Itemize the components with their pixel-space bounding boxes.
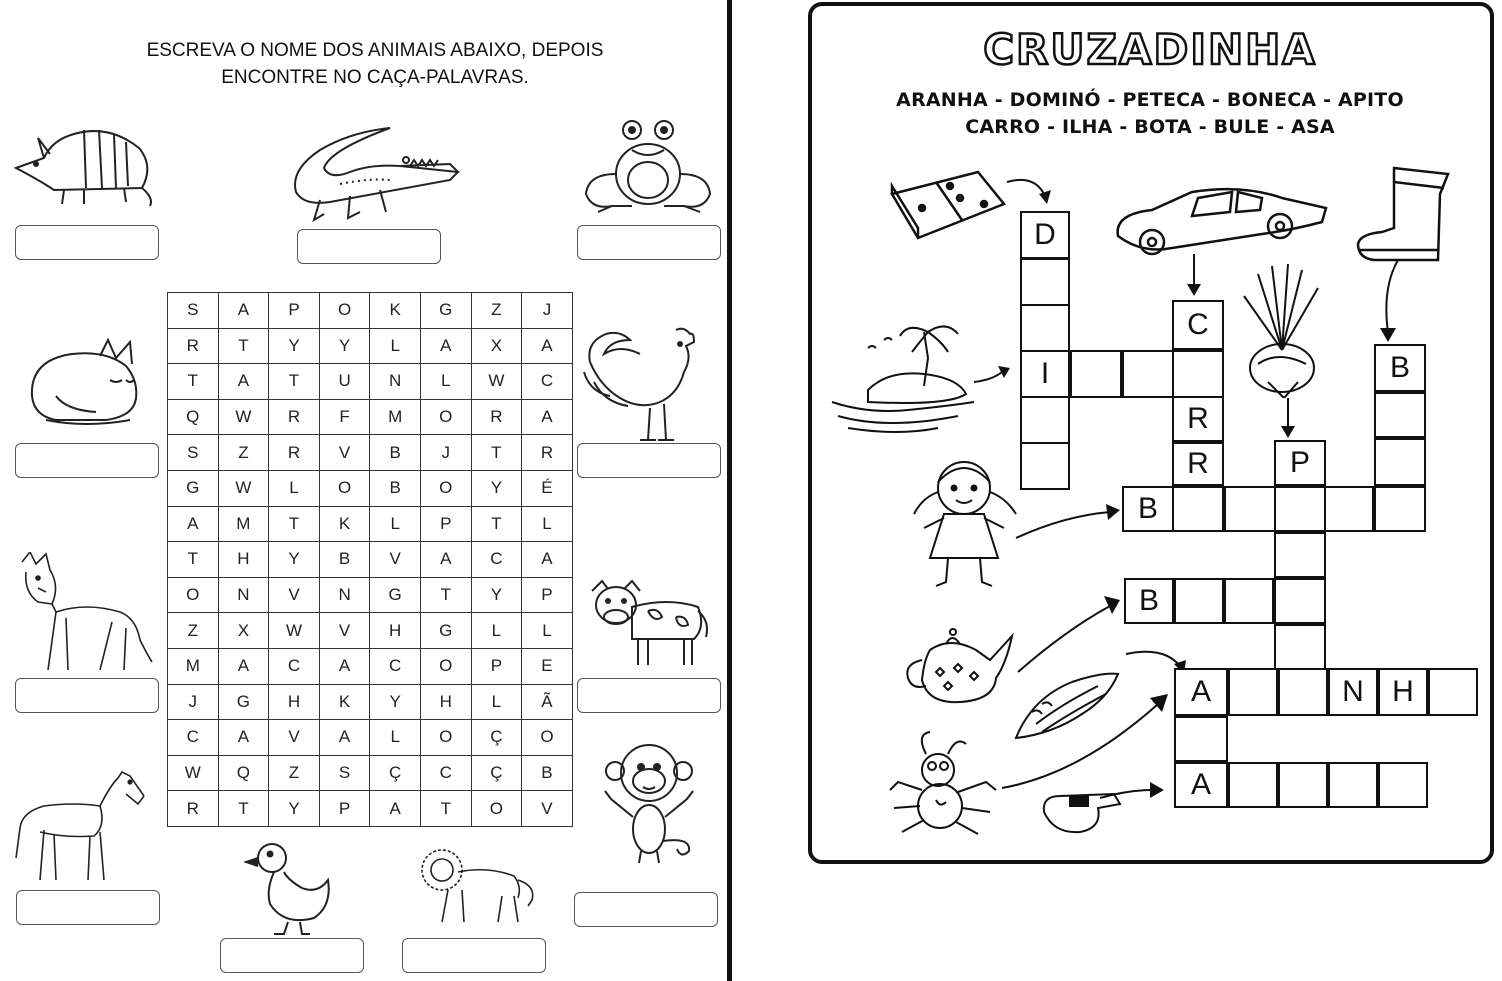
grid-cell[interactable]: Q [168, 399, 219, 435]
grid-cell[interactable]: G [168, 470, 219, 506]
grid-cell[interactable]: Z [218, 435, 269, 471]
crossword-title [960, 20, 1340, 76]
grid-cell[interactable]: C [420, 755, 471, 791]
grid-cell[interactable]: H [420, 684, 471, 720]
answer-box-duck[interactable] [220, 938, 364, 973]
instruction-line-1: ESCREVA O NOME DOS ANIMAIS ABAIXO, DEPOIS [146, 40, 604, 61]
grid-cell[interactable]: F [319, 399, 370, 435]
answer-box-wolf[interactable] [15, 678, 159, 713]
grid-cell[interactable]: G [420, 613, 471, 649]
crossword-cell[interactable] [1274, 624, 1326, 670]
crossword-cell[interactable] [1172, 486, 1224, 532]
grid-cell[interactable]: A [420, 328, 471, 364]
grid-row [168, 470, 573, 506]
grid-cell[interactable]: E [522, 648, 573, 684]
arrow-car [1184, 254, 1204, 298]
grid-cell[interactable]: T [471, 435, 522, 471]
crossword-cell[interactable]: H [1378, 668, 1428, 716]
grid-cell[interactable]: C [522, 364, 573, 400]
crossword-cell[interactable] [1020, 304, 1070, 352]
crossword-cell[interactable] [1328, 762, 1378, 808]
grid-cell[interactable]: K [370, 293, 421, 329]
crossword-cell[interactable] [1224, 486, 1276, 532]
grid-cell[interactable]: M [370, 399, 421, 435]
grid-cell[interactable]: W [218, 399, 269, 435]
crossword-cell[interactable] [1274, 532, 1326, 578]
grid-cell[interactable]: A [319, 720, 370, 756]
grid-cell[interactable]: B [370, 435, 421, 471]
grid-cell[interactable]: Ã [522, 684, 573, 720]
grid-cell[interactable]: Ç [370, 755, 421, 791]
grid-cell[interactable]: Y [269, 542, 320, 578]
grid-cell[interactable]: A [218, 648, 269, 684]
grid-cell[interactable]: S [319, 755, 370, 791]
grid-cell[interactable]: Y [471, 577, 522, 613]
grid-cell[interactable]: R [522, 435, 573, 471]
duck-icon [244, 840, 336, 936]
grid-cell[interactable]: Q [218, 755, 269, 791]
crossword-cell[interactable] [1228, 762, 1278, 808]
doll-icon [904, 458, 1022, 588]
armadillo-icon [14, 118, 154, 208]
grid-cell[interactable]: J [420, 435, 471, 471]
word-list-line-2: CARRO - ILHA - BOTA - BULE - ASA [965, 116, 1335, 138]
grid-cell[interactable]: U [319, 364, 370, 400]
grid-cell[interactable]: V [522, 791, 573, 827]
arrow-peteca [1278, 398, 1298, 440]
grid-cell[interactable]: G [370, 577, 421, 613]
answer-box-crocodile[interactable] [297, 229, 441, 264]
crossword-cell[interactable]: N [1328, 668, 1378, 716]
grid-cell[interactable]: K [319, 506, 370, 542]
crossword-cell[interactable]: C [1172, 300, 1224, 350]
crossword-cell[interactable] [1278, 762, 1328, 808]
grid-cell[interactable]: T [168, 364, 219, 400]
answer-box-cat[interactable] [15, 443, 159, 478]
grid-cell[interactable]: P [319, 791, 370, 827]
grid-cell[interactable]: X [471, 328, 522, 364]
grid-cell[interactable]: L [522, 506, 573, 542]
crossword-cell[interactable] [1224, 578, 1274, 624]
grid-cell[interactable]: V [319, 613, 370, 649]
grid-cell[interactable]: C [370, 648, 421, 684]
grid-cell[interactable]: Y [471, 470, 522, 506]
crossword-cell[interactable] [1428, 668, 1478, 716]
crossword-cell[interactable] [1378, 762, 1428, 808]
horse-icon [14, 766, 148, 884]
grid-cell[interactable]: P [522, 577, 573, 613]
grid-cell[interactable]: A [218, 293, 269, 329]
grid-cell[interactable]: R [168, 791, 219, 827]
grid-cell[interactable]: B [319, 542, 370, 578]
grid-cell[interactable]: L [370, 328, 421, 364]
crossword-cell[interactable]: A [1174, 668, 1228, 716]
grid-cell[interactable]: A [522, 542, 573, 578]
arrow-island [972, 360, 1016, 390]
grid-row [168, 506, 573, 542]
grid-cell[interactable]: J [168, 684, 219, 720]
grid-cell[interactable]: Y [269, 791, 320, 827]
answer-box-monkey[interactable] [574, 892, 718, 927]
word-list-line-1: ARANHA - DOMINÓ - PETECA - BONECA - APITO [896, 89, 1404, 111]
crossword-cell[interactable] [1374, 392, 1426, 438]
grid-cell[interactable]: Ç [471, 755, 522, 791]
grid-cell[interactable]: T [420, 577, 471, 613]
grid-cell[interactable]: Y [269, 328, 320, 364]
crossword-cell[interactable]: P [1274, 440, 1326, 486]
grid-cell[interactable]: T [218, 328, 269, 364]
grid-cell[interactable]: A [319, 648, 370, 684]
grid-cell[interactable]: V [319, 435, 370, 471]
grid-cell[interactable]: L [471, 613, 522, 649]
grid-cell[interactable]: P [471, 648, 522, 684]
grid-row [168, 328, 573, 364]
grid-cell[interactable]: O [420, 470, 471, 506]
crossword-cell[interactable]: A [1174, 762, 1228, 808]
grid-cell[interactable]: O [420, 720, 471, 756]
grid-cell[interactable]: N [218, 577, 269, 613]
grid-cell[interactable]: W [168, 755, 219, 791]
crossword-cell[interactable] [1020, 442, 1070, 490]
grid-row [168, 720, 573, 756]
grid-cell[interactable]: S [168, 293, 219, 329]
grid-row [168, 648, 573, 684]
grid-row [168, 364, 573, 400]
crossword-cell[interactable]: R [1172, 396, 1224, 442]
grid-cell[interactable]: A [218, 364, 269, 400]
grid-row [168, 613, 573, 649]
crossword-cell[interactable] [1278, 668, 1328, 716]
rooster-icon [580, 322, 700, 442]
grid-cell[interactable]: J [522, 293, 573, 329]
grid-cell[interactable]: Z [168, 613, 219, 649]
grid-cell[interactable]: L [471, 684, 522, 720]
crossword-cell[interactable]: B [1124, 578, 1174, 624]
crossword-cell[interactable] [1374, 438, 1426, 486]
grid-cell[interactable]: A [168, 506, 219, 542]
grid-cell[interactable]: S [168, 435, 219, 471]
grid-cell[interactable]: Y [319, 328, 370, 364]
grid-cell[interactable]: T [269, 364, 320, 400]
grid-cell[interactable]: N [319, 577, 370, 613]
monkey-icon [601, 741, 701, 867]
spider-icon [886, 730, 1000, 838]
answer-box-horse[interactable] [16, 890, 160, 925]
grid-cell[interactable]: T [168, 542, 219, 578]
answer-box-lion[interactable] [402, 938, 546, 973]
grid-cell[interactable]: C [269, 648, 320, 684]
grid-cell[interactable]: T [420, 791, 471, 827]
answer-box-cow[interactable] [577, 678, 721, 713]
grid-cell[interactable]: H [370, 613, 421, 649]
grid-cell[interactable]: C [168, 720, 219, 756]
grid-cell[interactable]: R [269, 399, 320, 435]
grid-cell[interactable]: L [420, 364, 471, 400]
grid-row [168, 542, 573, 578]
grid-cell[interactable]: A [218, 720, 269, 756]
grid-cell[interactable]: Z [471, 293, 522, 329]
grid-cell[interactable]: K [319, 684, 370, 720]
crossword-cell[interactable] [1324, 486, 1374, 532]
crossword-cell[interactable] [1228, 668, 1278, 716]
grid-cell[interactable]: P [420, 506, 471, 542]
crossword-cell[interactable]: B [1374, 344, 1426, 392]
grid-cell[interactable]: M [218, 506, 269, 542]
arrow-domino [1005, 176, 1055, 206]
crossword-cell[interactable] [1020, 396, 1070, 444]
answer-box-armadillo[interactable] [15, 225, 159, 260]
lion-icon [418, 846, 538, 926]
grid-cell[interactable]: M [168, 648, 219, 684]
grid-row [168, 684, 573, 720]
arrow-whistle [1098, 776, 1168, 806]
grid-cell[interactable]: W [269, 613, 320, 649]
grid-cell[interactable]: H [218, 542, 269, 578]
grid-cell[interactable]: L [522, 613, 573, 649]
arrow-doll [1014, 496, 1124, 542]
grid-cell[interactable]: P [269, 293, 320, 329]
grid-cell[interactable]: A [370, 791, 421, 827]
boot-icon [1354, 164, 1454, 264]
answer-box-rooster[interactable] [577, 443, 721, 478]
grid-cell[interactable]: Ç [471, 720, 522, 756]
crossword-cell[interactable] [1020, 258, 1070, 306]
wolf-icon [16, 552, 156, 674]
crossword-cell[interactable] [1174, 716, 1228, 762]
car-icon [1112, 184, 1332, 262]
grid-cell[interactable]: R [269, 435, 320, 471]
grid-cell[interactable]: R [168, 328, 219, 364]
grid-cell[interactable]: B [522, 755, 573, 791]
grid-row [168, 755, 573, 791]
frog-icon [582, 114, 714, 214]
grid-cell[interactable]: T [218, 791, 269, 827]
cow-icon [588, 577, 712, 667]
grid-cell[interactable]: Y [370, 684, 421, 720]
svg-text:CRUZADINHA: CRUZADINHA [983, 25, 1317, 74]
crossword-cell[interactable] [1172, 350, 1224, 398]
crossword-cell[interactable] [1374, 486, 1426, 532]
grid-cell[interactable]: A [522, 328, 573, 364]
word-search-grid [167, 292, 573, 827]
page-divider [727, 0, 732, 981]
grid-cell[interactable]: H [269, 684, 320, 720]
grid-cell[interactable]: T [269, 506, 320, 542]
domino-icon [888, 168, 1008, 244]
grid-row [168, 435, 573, 471]
grid-cell[interactable]: O [168, 577, 219, 613]
arrow-teapot [1016, 590, 1124, 676]
grid-cell[interactable]: R [471, 399, 522, 435]
grid-row [168, 577, 573, 613]
grid-cell[interactable]: É [522, 470, 573, 506]
crossword-cell[interactable] [1070, 350, 1122, 398]
crossword-cell[interactable] [1174, 578, 1224, 624]
grid-cell[interactable]: L [370, 720, 421, 756]
grid-cell[interactable]: O [319, 470, 370, 506]
grid-cell[interactable]: W [218, 470, 269, 506]
grid-row [168, 293, 573, 329]
arrow-boot [1376, 258, 1406, 346]
grid-cell[interactable]: V [269, 577, 320, 613]
grid-cell[interactable]: A [522, 399, 573, 435]
answer-box-frog[interactable] [577, 225, 721, 260]
instruction-line-2: ENCONTRE NO CAÇA-PALAVRAS. [221, 67, 529, 88]
grid-cell[interactable]: O [471, 791, 522, 827]
crossword-cell[interactable] [1274, 578, 1326, 624]
grid-cell[interactable]: X [218, 613, 269, 649]
cat-icon [26, 336, 146, 428]
grid-cell[interactable]: A [420, 542, 471, 578]
crocodile-icon [290, 120, 462, 224]
grid-row [168, 791, 573, 827]
grid-cell[interactable]: O [522, 720, 573, 756]
grid-cell[interactable]: Z [269, 755, 320, 791]
grid-cell[interactable]: N [370, 364, 421, 400]
grid-cell[interactable]: V [370, 542, 421, 578]
grid-cell[interactable]: O [420, 648, 471, 684]
grid-cell[interactable]: O [319, 293, 370, 329]
crossword-cell[interactable]: I [1020, 350, 1070, 398]
grid-cell[interactable]: G [218, 684, 269, 720]
grid-cell[interactable]: W [471, 364, 522, 400]
grid-cell[interactable]: T [471, 506, 522, 542]
grid-cell[interactable]: L [370, 506, 421, 542]
grid-cell[interactable]: C [471, 542, 522, 578]
crossword-cell[interactable] [1274, 486, 1326, 532]
peteca-icon [1238, 264, 1328, 398]
island-icon [828, 318, 978, 436]
grid-row [168, 399, 573, 435]
grid-cell[interactable]: V [269, 720, 320, 756]
grid-cell[interactable]: L [269, 470, 320, 506]
grid-cell[interactable]: B [370, 470, 421, 506]
crossword-cell[interactable]: D [1020, 211, 1070, 259]
crossword-cell[interactable]: R [1172, 442, 1224, 486]
crossword-cell[interactable]: B [1122, 486, 1174, 532]
grid-cell[interactable]: G [420, 293, 471, 329]
grid-cell[interactable]: O [420, 399, 471, 435]
crossword-cell[interactable] [1122, 350, 1174, 398]
